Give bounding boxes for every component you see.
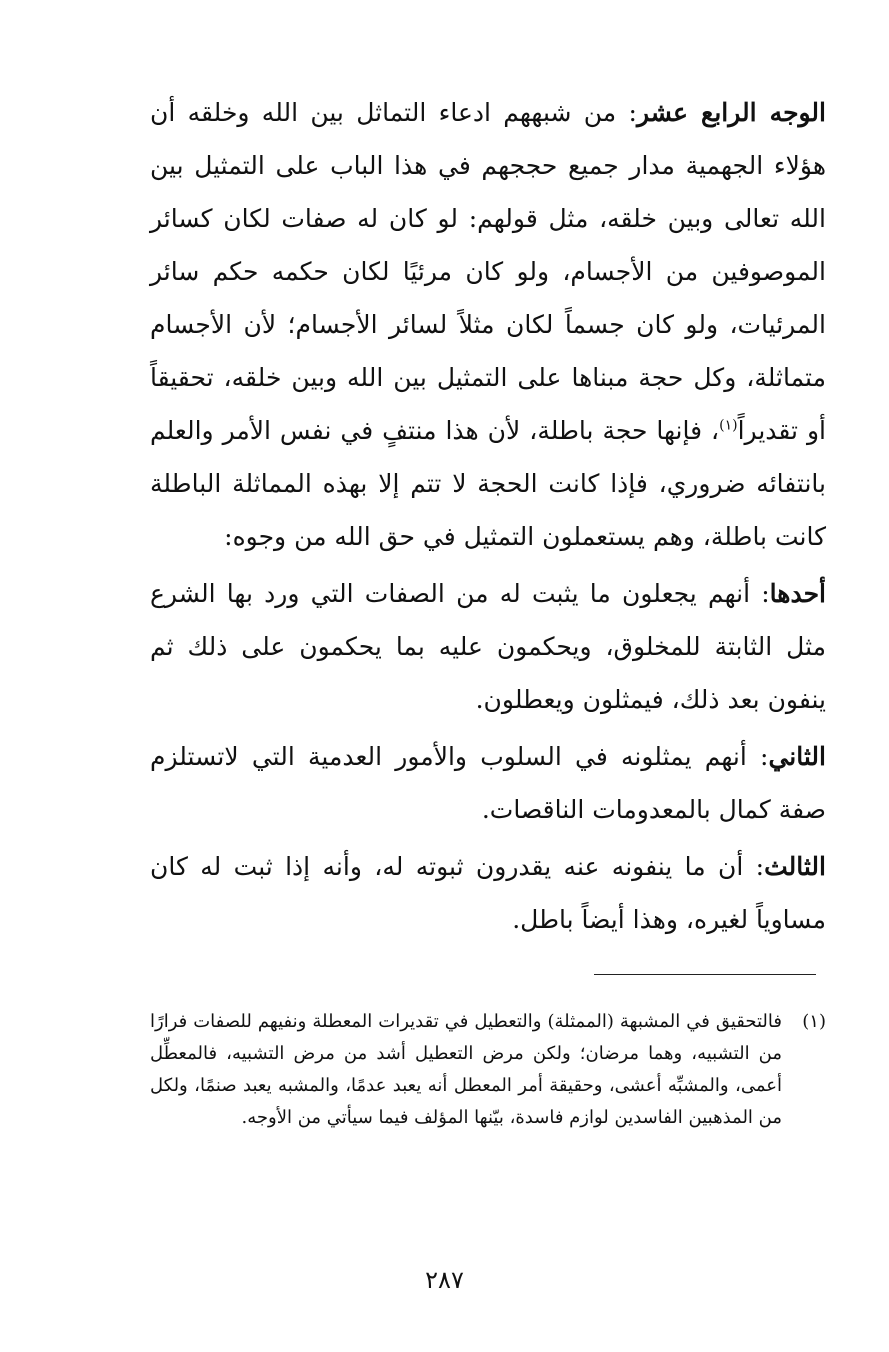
footnotes	[150, 1006, 826, 1134]
footnote	[150, 1006, 826, 1134]
paragraph-2	[150, 567, 826, 726]
paragraph-heading: الثاني	[768, 742, 826, 771]
paragraph-text: : أنهم يمثلونه في السلوب والأمور العدمية التي لاتستلزم صفة كمال بالمعدومات الناقصات.	[150, 742, 826, 824]
paragraph-heading: الوجه الرابع عشر	[636, 98, 827, 127]
paragraph-text: : من شبههم ادعاء التماثل بين الله وخلقه أن هؤلاء الجهمية مدار جميع حججهم في هذا الباب على التمثيل بين الله تعالى وبين خلقه، مثل قولهم: لو كان له صفات لكان كسائر الموصوفين من الأجسام، ولو كان مرئيًا لكان حكمه حكم سائر المرئيات، ولو كان جسماً لكان مثلاً لسائر الأجسام؛ لأن الأجسام متماثلة، وكل حجة مبناها على التمثيل بين الله وبين خلقه، تحقيقاً أو تقديراً	[150, 98, 827, 445]
main-text	[150, 86, 826, 946]
page-number: ٢٨٧	[425, 1266, 464, 1294]
paragraph-3	[150, 730, 826, 836]
paragraph-text: : أن ما ينفونه عنه يقدرون ثبوته له، وأنه إذا ثبت له كان مساوياً لغيره، وهذا أيضاً باطل.	[150, 852, 826, 934]
paragraph-1	[150, 86, 826, 563]
paragraph-heading: أحدها	[769, 579, 826, 608]
footnote-reference[interactable]: (١)	[719, 417, 738, 434]
paragraph-heading: الثالث	[764, 852, 826, 881]
footnote-divider	[594, 974, 816, 975]
paragraph-text: : أنهم يجعلون ما يثبت له من الصفات التي ورد بها الشرع مثل الثابتة للمخلوق، ويحكمون عليه بما يحكمون على ذلك ثم ينفون بعد ذلك، فيمثلون ويعطلون.	[150, 579, 826, 714]
footnote-text: فالتحقيق في المشبهة (الممثلة) والتعطيل في تقديرات المعطلة ونفيهم للصفات فرارًا من التشبيه، وهما مرضان؛ ولكن مرض التعطيل أشد من مرض التشبيه، فالمعطِّل أعمى، والمشبِّه أعشى، وحقيقة أمر المعطل أنه يعبد عدمًا، والمشبه يعبد صنمًا، ولكل من المذهبين الفاسدين لوازم فاسدة، بيّنها المؤلف فيما سيأتي من الأوجه.	[150, 1011, 782, 1128]
paragraph-4	[150, 840, 826, 946]
paragraph-text-continued: ، فإنها حجة باطلة، لأن هذا منتفٍ في نفس الأمر والعلم بانتفائه ضروري، فإذا كانت الحجة لا تتم إلا بهذه المماثلة الباطلة كانت باطلة، وهم يستعملون التمثيل في حق الله من وجوه:	[150, 416, 826, 551]
footnote-number: (١)	[802, 1011, 826, 1032]
